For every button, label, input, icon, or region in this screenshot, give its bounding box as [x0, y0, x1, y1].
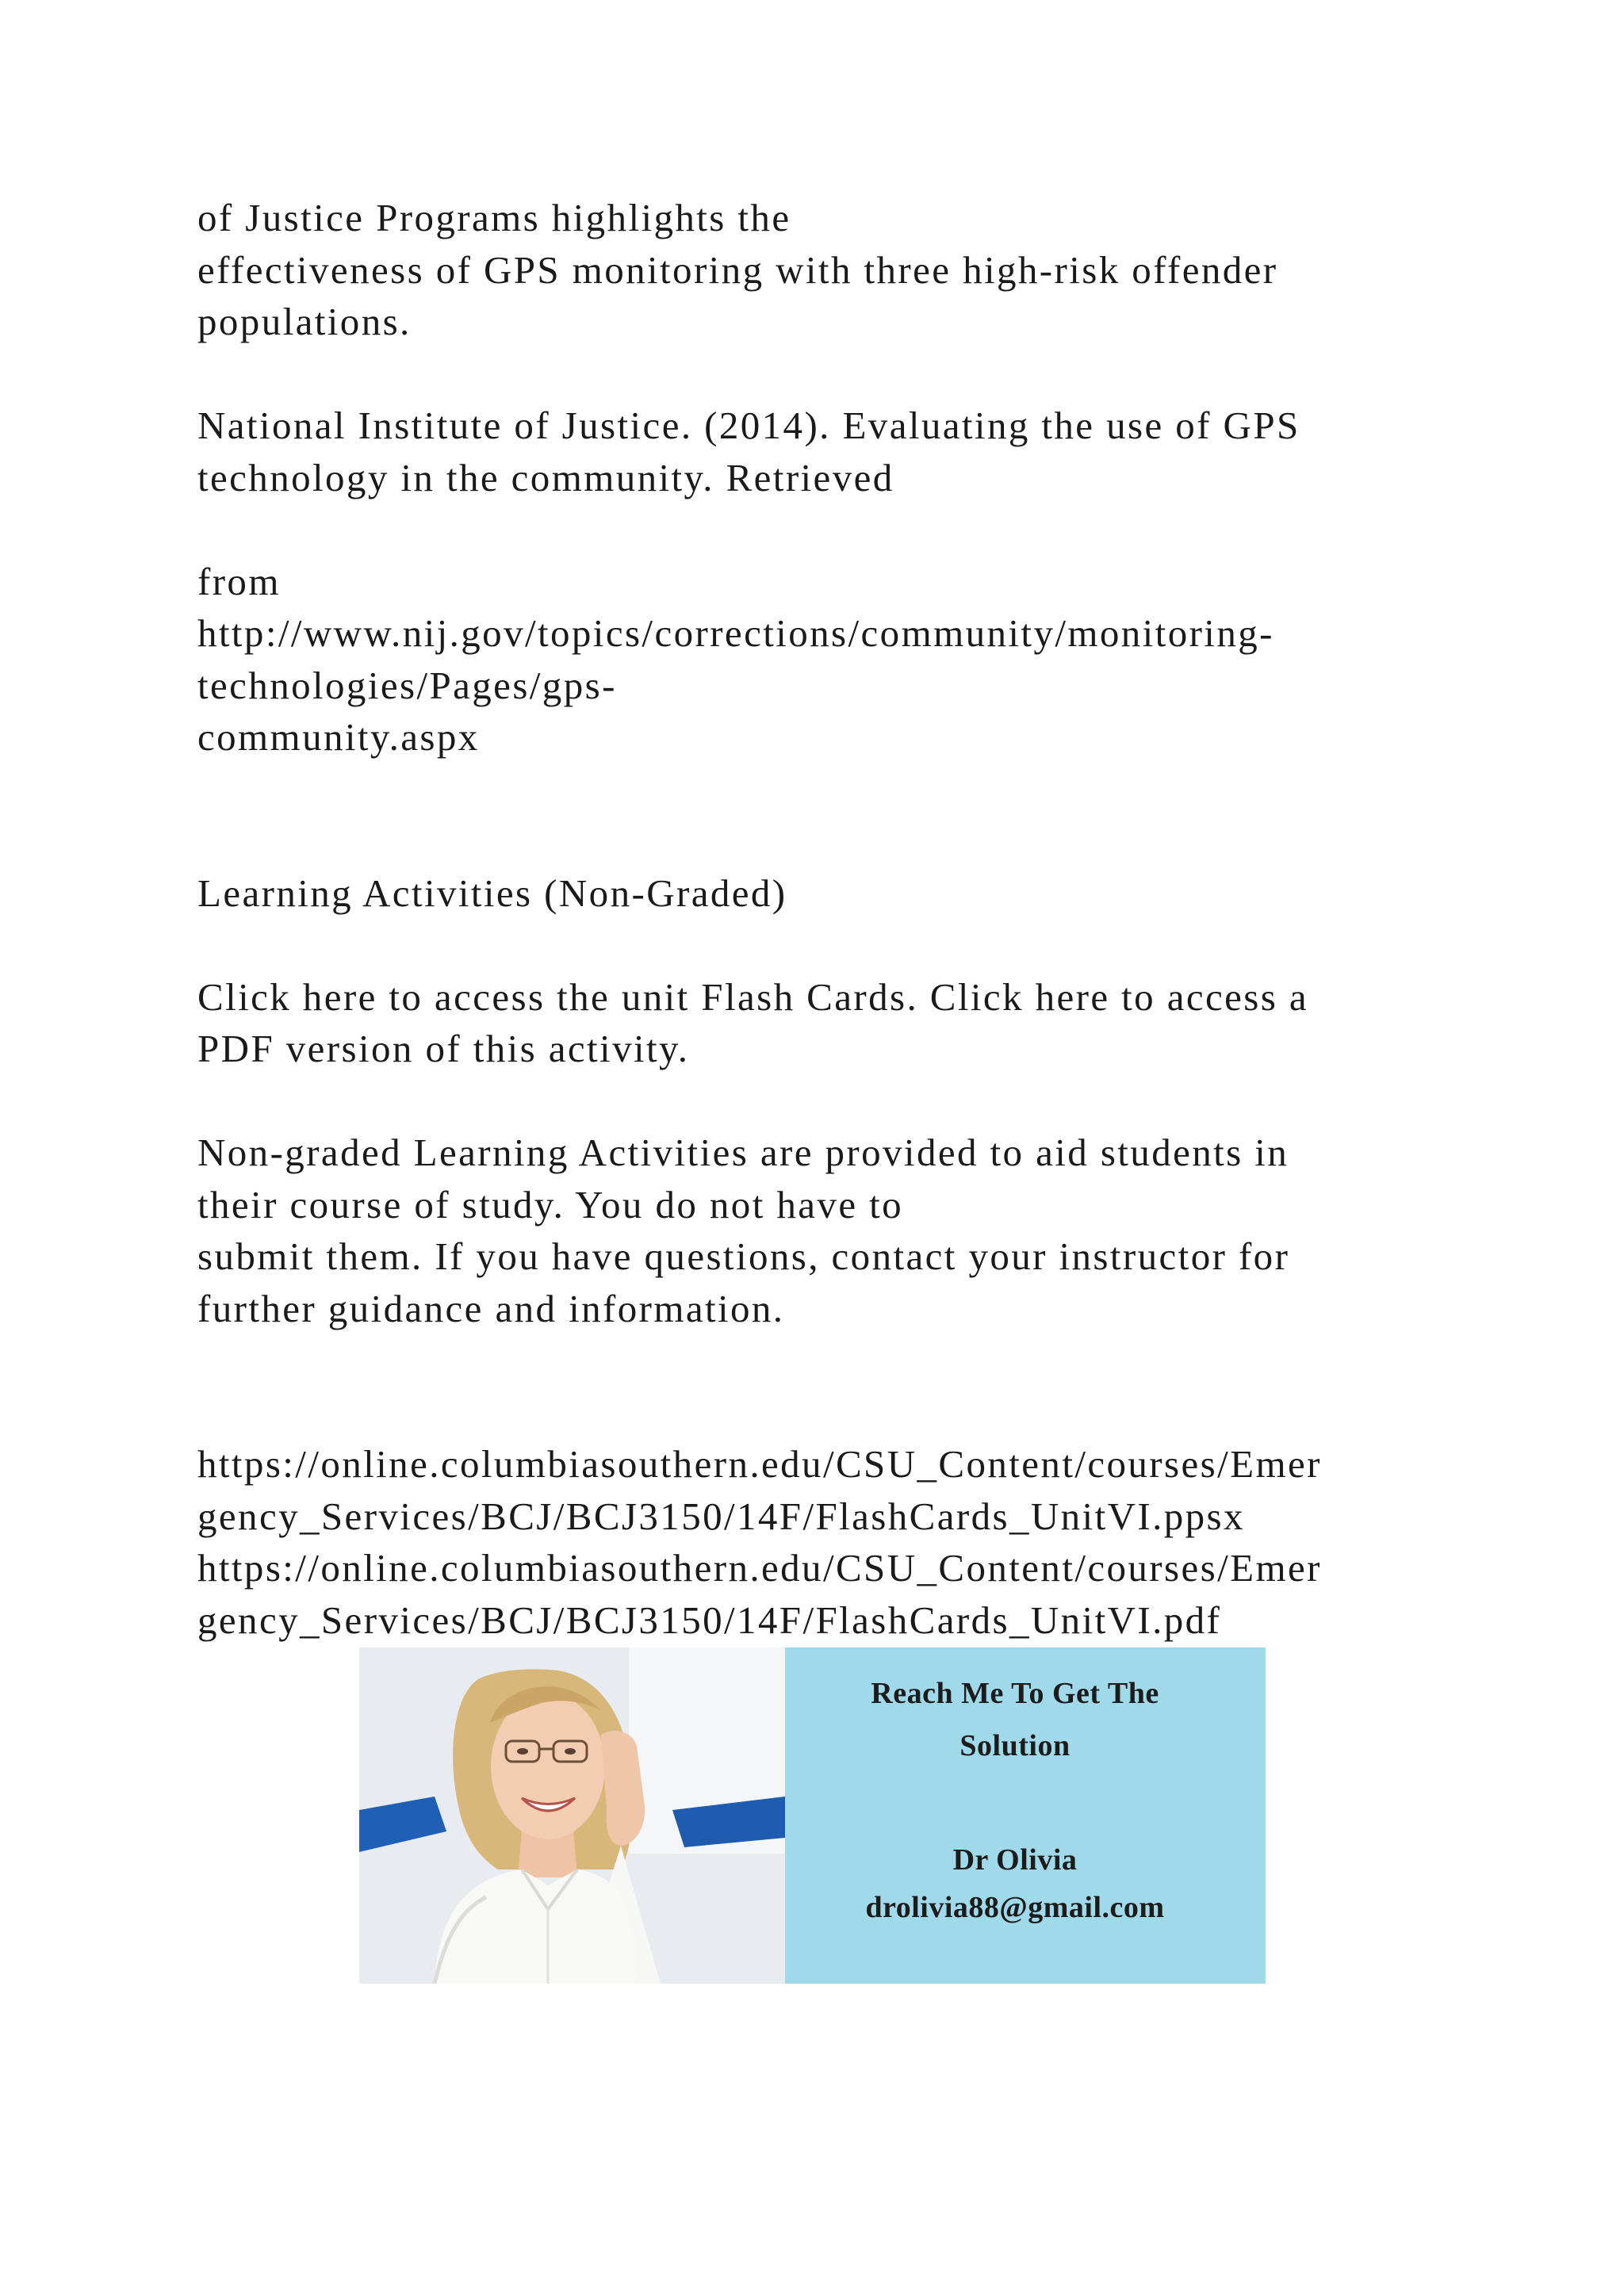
text-line: PDF version of this activity.	[197, 1027, 690, 1070]
contact-ad-banner	[359, 1647, 1266, 1984]
text-line: their course of study. You do not have to	[197, 1182, 904, 1226]
blank-line	[197, 1075, 1498, 1127]
ad-contact-email: drolivia88@gmail.com	[865, 1891, 1165, 1924]
url-line: gency_Services/BCJ/BCJ3150/14F/FlashCards_UnitVI.pdf	[197, 1598, 1222, 1642]
blank-line	[197, 1334, 1498, 1387]
ad-contact-name: Dr Olivia	[952, 1843, 1078, 1877]
url-line: https://online.columbiasouthern.edu/CSU_Content/courses/Emer	[197, 1546, 1322, 1590]
citation-line: technology in the community. Retrieved	[197, 455, 894, 499]
text-line: Click here to access the unit Flash Cards. Click here to access a	[197, 974, 1309, 1019]
text-line: further guidance and information.	[197, 1286, 785, 1330]
url-line: http://www.nij.gov/topics/corrections/community/monitoring-	[197, 611, 1274, 655]
section-heading: Learning Activities (Non-Graded)	[197, 871, 787, 915]
url-line: https://online.columbiasouthern.edu/CSU_Content/courses/Emer	[197, 1442, 1322, 1486]
text-line: of Justice Programs highlights the	[197, 196, 791, 239]
ad-headline: Reach Me To Get The	[871, 1677, 1159, 1710]
document-text	[197, 192, 1498, 1646]
text-line: Non-graded Learning Activities are provided to aid students in	[197, 1131, 1289, 1174]
url-line: gency_Services/BCJ/BCJ3150/14F/FlashCards_UnitVI.ppsx	[197, 1494, 1245, 1538]
text-line: effectiveness of GPS monitoring with three high-risk offender	[197, 247, 1278, 292]
blank-line	[197, 348, 1498, 400]
text-line: populations.	[197, 300, 412, 343]
text-line: submit them. If you have questions, contact your instructor for	[197, 1234, 1290, 1278]
contact-panel	[785, 1647, 1266, 1984]
blank-line	[197, 815, 1498, 867]
ad-subheadline: Solution	[959, 1729, 1071, 1762]
blank-line	[197, 763, 1498, 816]
blank-line	[197, 503, 1498, 556]
text-line: from	[197, 559, 281, 603]
url-line: technologies/Pages/gps-	[197, 663, 617, 707]
blank-line	[197, 1387, 1498, 1439]
citation-line: National Institute of Justice. (2014). Evaluating the use of GPS	[197, 404, 1300, 447]
woman-portrait-photo	[359, 1647, 785, 1984]
blank-line	[197, 919, 1498, 971]
url-line: community.aspx	[197, 715, 480, 759]
